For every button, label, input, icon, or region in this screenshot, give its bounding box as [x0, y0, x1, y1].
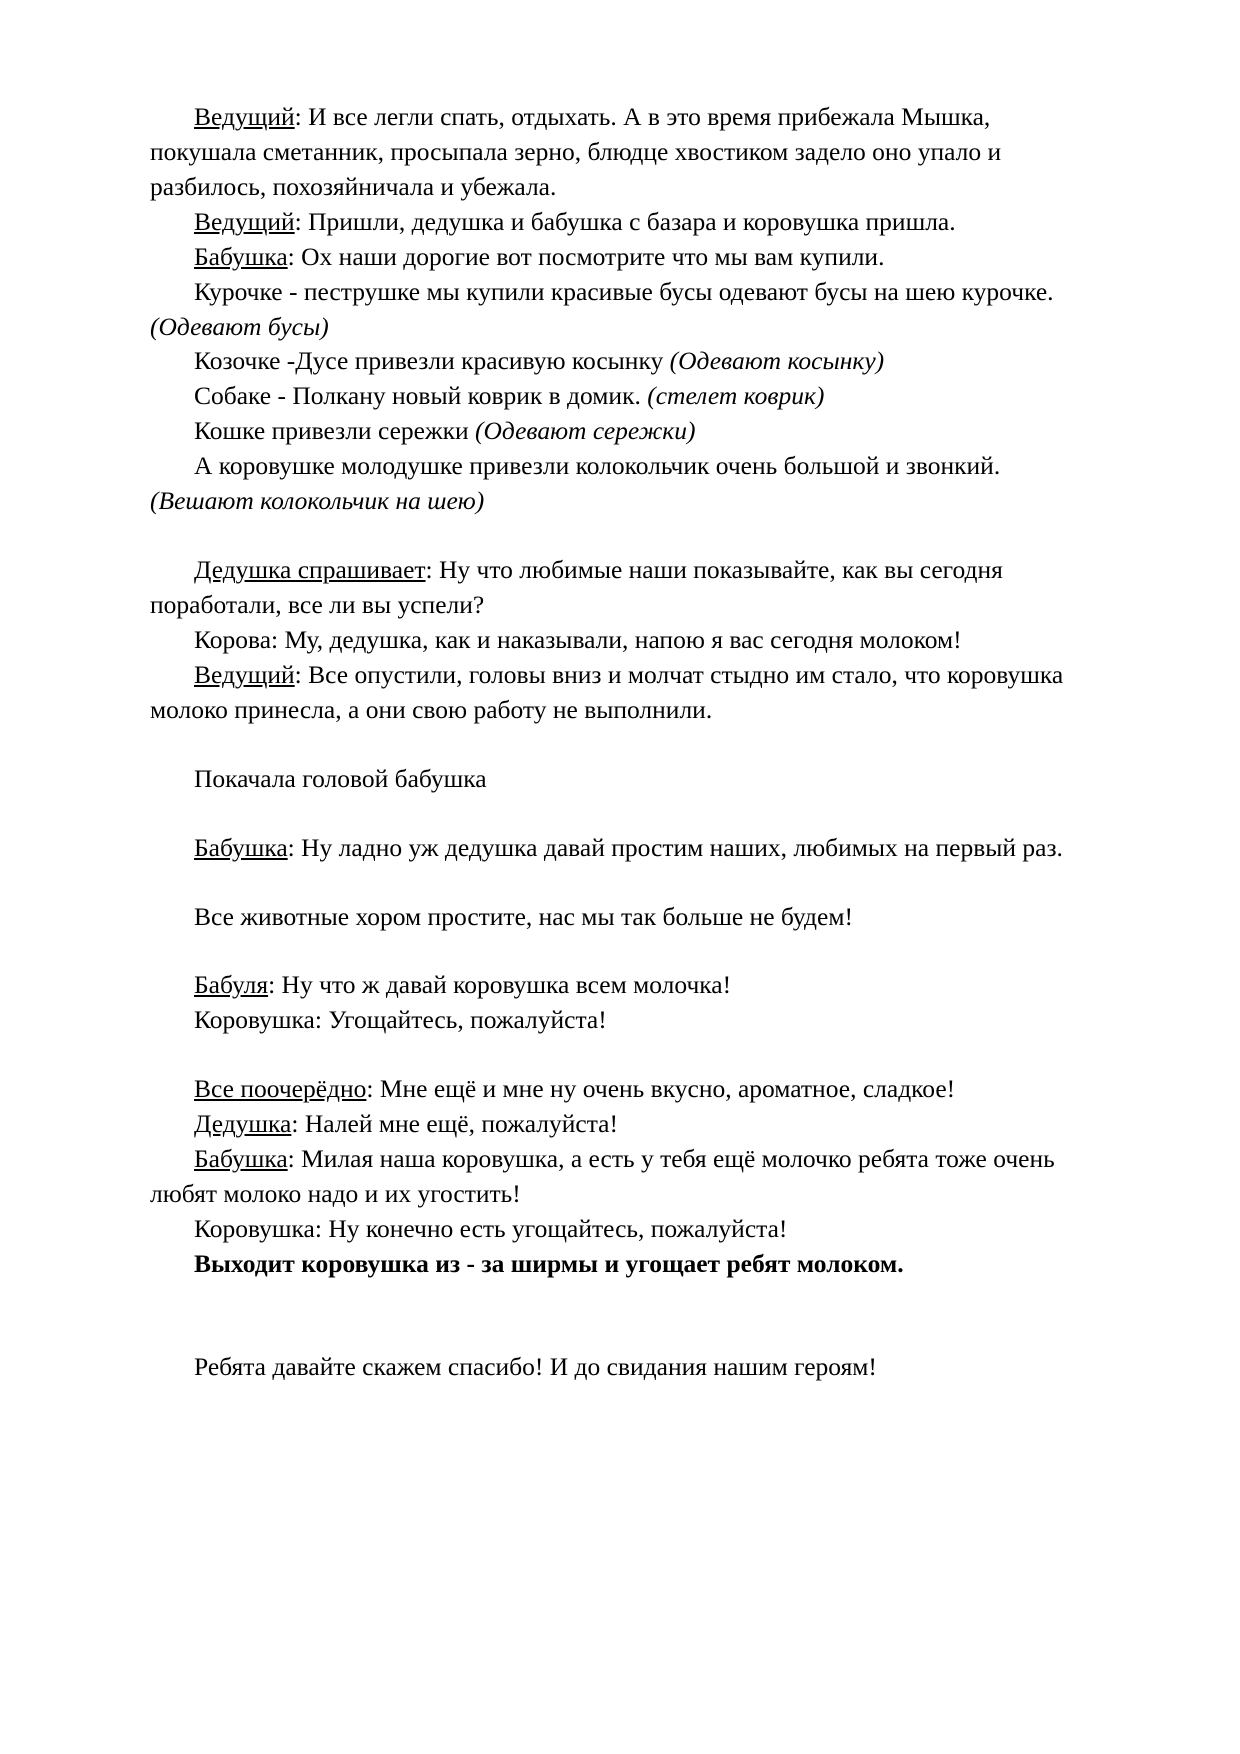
stage-direction: (Одевают бусы) [150, 311, 329, 341]
script-line [150, 553, 1090, 623]
script-line [150, 414, 1090, 449]
line-text: Корова: Му, дедушка, как и наказывали, напою я вас сегодня молоком! [194, 624, 962, 654]
paragraph-gap [150, 728, 1090, 762]
speaker-label: Бабушка [194, 1144, 288, 1174]
paragraph-gap [150, 519, 1090, 553]
speaker-label: Бабушка [194, 832, 288, 862]
line-text: : Ну ладно уж дедушка давай простим наших, любимых на первый раз. [287, 832, 1063, 862]
stage-direction-bold: Выходит коровушка из - за ширмы и угощает ребят молоком. [194, 1248, 904, 1278]
line-text: : Ох наши дорогие вот посмотрите что мы вам купили. [287, 241, 885, 271]
line-text: : Ну что ж давай коровушка всем молочка! [268, 970, 732, 1000]
line-text: Все животные хором простите, нас мы так больше не будем! [194, 901, 853, 931]
stage-direction: (Одевают сережки) [475, 416, 696, 446]
speaker-label: Бабуля [194, 970, 269, 1000]
script-line [150, 275, 1090, 345]
line-text: : Мне ещё и мне ну очень вкусно, ароматное, сладкое! [366, 1074, 956, 1104]
line-text: : Пришли, дедушка и бабушка с базара и коровушка пришла. [294, 206, 956, 236]
script-line [150, 1142, 1090, 1212]
line-text: Козочке -Дусе привезли красивую косынку [194, 346, 670, 376]
line-text: : Ну что любимые наши показывайте, как вы сегодня поработали, все ли вы успели? [150, 555, 1003, 619]
speaker-label: Ведущий [194, 102, 295, 131]
speaker-label: Ведущий [194, 206, 295, 236]
stage-direction: (стелет коврик) [647, 381, 825, 411]
script-line [150, 1003, 1090, 1038]
script-line [150, 1350, 1090, 1385]
line-text: А коровушке молодушке привезли колокольчик очень большой и звонкий. [194, 451, 1001, 481]
speaker-label: Ведущий [194, 659, 295, 689]
line-text: Ребята давайте скажем спасибо! И до свидания нашим героям! [194, 1351, 877, 1381]
script-line [150, 831, 1090, 866]
script-line [150, 762, 1090, 797]
line-text: Собаке - Полкану новый коврик в домик. [194, 381, 648, 411]
paragraph-gap [150, 866, 1090, 900]
speaker-label: Дедушка [194, 1109, 292, 1139]
line-text: : И все легли спать, отдыхать. А в это время прибежала Мышка, покушала сметанник, просыпала зерно, блюдце хвостиком задело оно упало и разбилось, похозяйничала и убежала. [150, 102, 1002, 201]
speaker-label: Бабушка [194, 241, 288, 271]
script-line [150, 1212, 1090, 1247]
document-body [150, 100, 1090, 1385]
script-line [150, 1107, 1090, 1142]
line-text: Курочке - пеструшке мы купили красивые бусы одевают бусы на шею курочке. [194, 276, 1054, 306]
script-line [150, 449, 1090, 519]
script-line [150, 658, 1090, 728]
paragraph-gap [150, 1316, 1090, 1350]
script-line [150, 344, 1090, 379]
script-line [150, 1072, 1090, 1107]
line-text: Коровушка: Угощайтесь, пожалуйста! [194, 1005, 607, 1035]
paragraph-gap [150, 797, 1090, 831]
stage-direction: (Вешают колокольчик на шею) [150, 486, 485, 516]
stage-direction: (Одевают косынку) [669, 346, 885, 376]
line-text: : Налей мне ещё, пожалуйста! [291, 1109, 618, 1139]
line-text: Покачала головой бабушка [194, 763, 487, 793]
line-text: Коровушка: Ну конечно есть угощайтесь, пожалуйста! [194, 1213, 788, 1243]
script-line [150, 240, 1090, 275]
line-text: : Милая наша коровушка, а есть у тебя ещё молочко ребята тоже очень любят молоко надо и их угостить! [150, 1144, 1055, 1209]
script-line [150, 900, 1090, 935]
paragraph-gap [150, 1038, 1090, 1072]
speaker-label: Дедушка спрашивает [194, 555, 426, 585]
line-text: : Все опустили, головы вниз и молчат стыдно им стало, что коровушка молоко принесла, а они свою работу не выполнили. [150, 659, 1064, 724]
paragraph-gap [150, 1282, 1090, 1316]
script-line [150, 100, 1090, 205]
speaker-label: Все поочерёдно [194, 1074, 367, 1104]
paragraph-gap [150, 934, 1090, 968]
script-line [150, 968, 1090, 1003]
script-line [150, 205, 1090, 240]
line-text: Кошке привезли сережки [194, 416, 475, 446]
script-line [150, 379, 1090, 414]
script-line [150, 623, 1090, 658]
